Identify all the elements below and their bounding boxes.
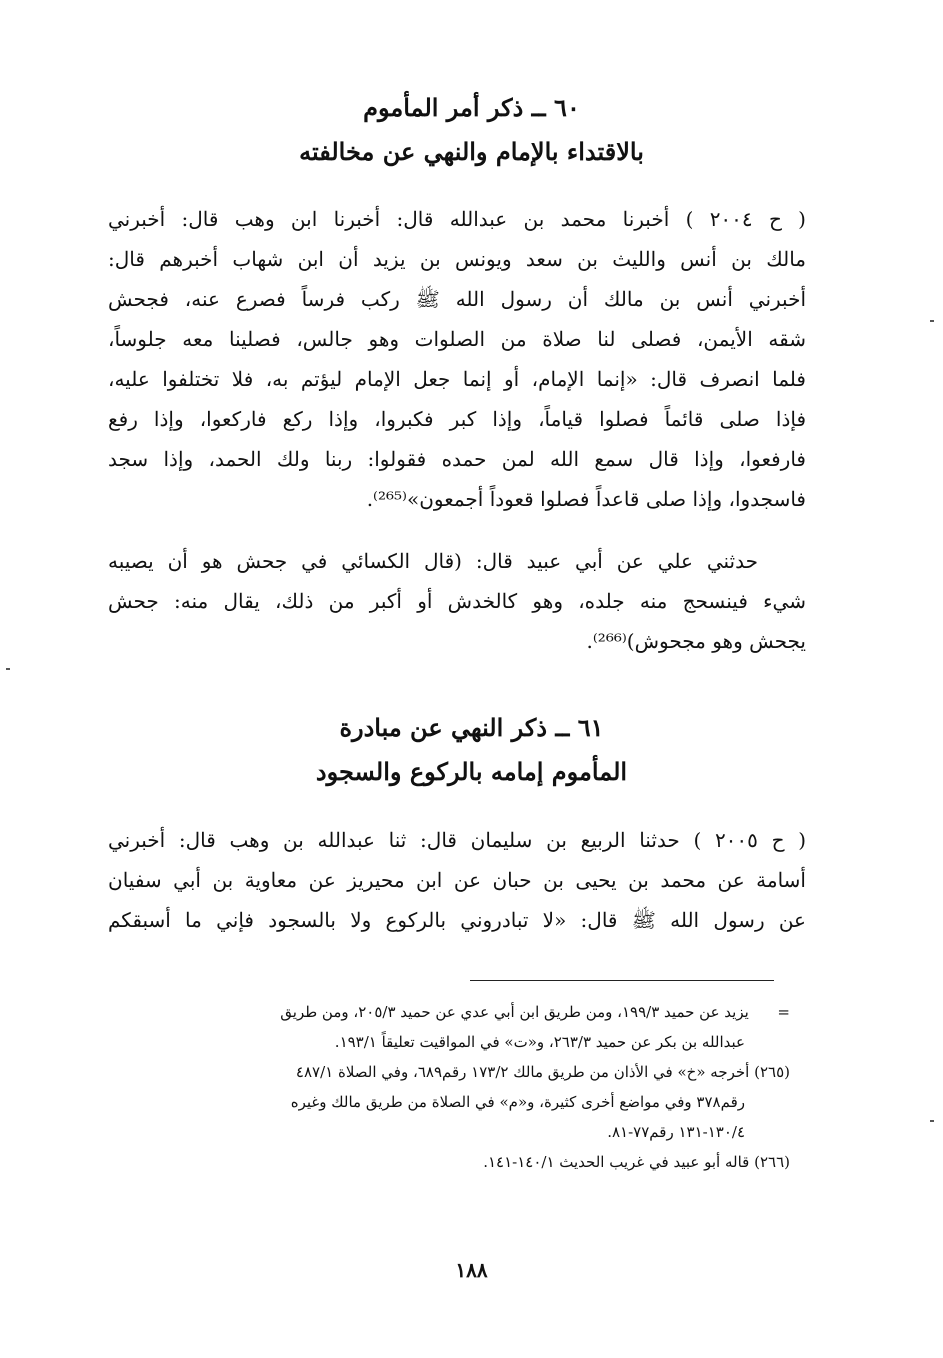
footnote-text: أخرجه «خ» في الأذان من طريق مالك ١٧٣/٢ رقم٦٨٩، وفي الصلاة ٤٨٧/١ [295,1063,750,1081]
hadith-2005-paragraph [108,820,806,940]
explanation-paragraph [108,541,806,661]
text-line: حدثني علي عن أبي عبيد قال: (قال الكسائي في جحش هو أن يصيبه [108,549,758,573]
text-line: فاسجدوا، وإذا صلى قاعداً فصلوا قعوداً أجمعون»⁽²⁶⁵⁾. [366,487,806,511]
footnote-continued [100,997,790,1027]
scan-mark [930,1120,934,1122]
text-line: شيء فينسحج منه جلده، وهو كالخدش أو أكبر من ذلك، يقال منه: جحش [108,589,806,613]
footnotes [100,997,790,1177]
text-line: يجحش وهو مجحوش)⁽²⁶⁶⁾. [586,629,806,653]
page-number: ١٨٨ [455,1258,488,1282]
footnote-266 [100,1147,790,1177]
footnote-marker: (٢٦٦) [754,1153,790,1171]
section-60-title-line-2: بالاقتداء بالإمام والنهي عن مخالفته [299,137,644,166]
text-line: فارفعوا، وإذا قال سمع الله لمن حمده فقولوا: ربنا ولك الحمد، وإذا سجد [108,447,806,471]
section-60-heading [140,86,803,174]
scan-mark [6,668,10,670]
text-line: عن رسول الله ﷺ قال: «لا تبادروني بالركوع ولا بالسجود فإني ما أسبقكم [108,908,806,932]
text-line: ( ح ٢٠٠٤ ) أخبرنا محمد بن عبدالله قال: أخبرنا ابن وهب قال: أخبرني [108,207,806,231]
section-61-title-line-1: ٦١ ــ ذكر النهي عن مبادرة [339,713,604,742]
text-line: شقه الأيمن، فصلى لنا صلاة من الصلوات وهو جالس، فصلينا معه جلوساً، [108,327,806,351]
text-line: فإذا صلى قائماً فصلوا قياماً، وإذا كبر فكبروا، وإذا ركع فاركعوا، وإذا رفع [108,407,806,431]
footnote-text: عبدالله بن بكر عن حميد ٢٦٣/٣، و«ت» في المواقيت تعليقاً ١٩٣/١. [334,1033,745,1051]
text-line: فلما انصرف قال: «إنما الإمام، أو إنما جعل الإمام ليؤتم به، فلا تختلفوا عليه، [108,367,806,391]
section-61-heading [140,706,803,794]
hadith-2004-paragraph [108,199,806,519]
footnote-marker: (٢٦٥) [754,1063,790,1081]
footnote-text: قاله أبو عبيد في غريب الحديث ١٤٠/١-١٤١. [483,1153,750,1171]
text-line: ( ح ٢٠٠٥ ) حدثنا الربيع بن سليمان قال: ثنا عبدالله بن وهب قال: أخبرني [108,828,806,852]
section-61-title-line-2: المأموم إمامه بالركوع والسجود [315,757,628,786]
section-60-title-line-1: ٦٠ ــ ذكر أمر المأموم [363,93,580,122]
footnote-265 [100,1057,790,1087]
text-line: أخبرني أنس بن مالك أن رسول الله ﷺ ركب فرساً فصرع عنه، فجحش [108,287,806,311]
text-line: أسامة عن محمد بن يحيى بن حبان عن ابن محيريز عن معاوية بن أبي سفيان [108,868,806,892]
footnote-marker: = [777,1003,790,1021]
text-line: مالك بن أنس والليث بن سعد ويونس بن يزيد أن ابن شهاب أخبرهم قال: [108,247,807,271]
footnote-text: رقم٣٧٨ وفي مواضع أخرى كثيرة، و«م» في الصلاة من طريق مالك وغيره [290,1093,745,1111]
footnote-separator [470,980,774,981]
scan-mark [930,320,934,322]
footnote-text: يزيد عن حميد ١٩٩/٣، ومن طريق ابن أبي عدي عن حميد ٢٠٥/٣، ومن طريق [280,1003,749,1021]
footnote-text: ١٣٠/٤-١٣١ رقم٧٧-٨١. [607,1123,745,1141]
